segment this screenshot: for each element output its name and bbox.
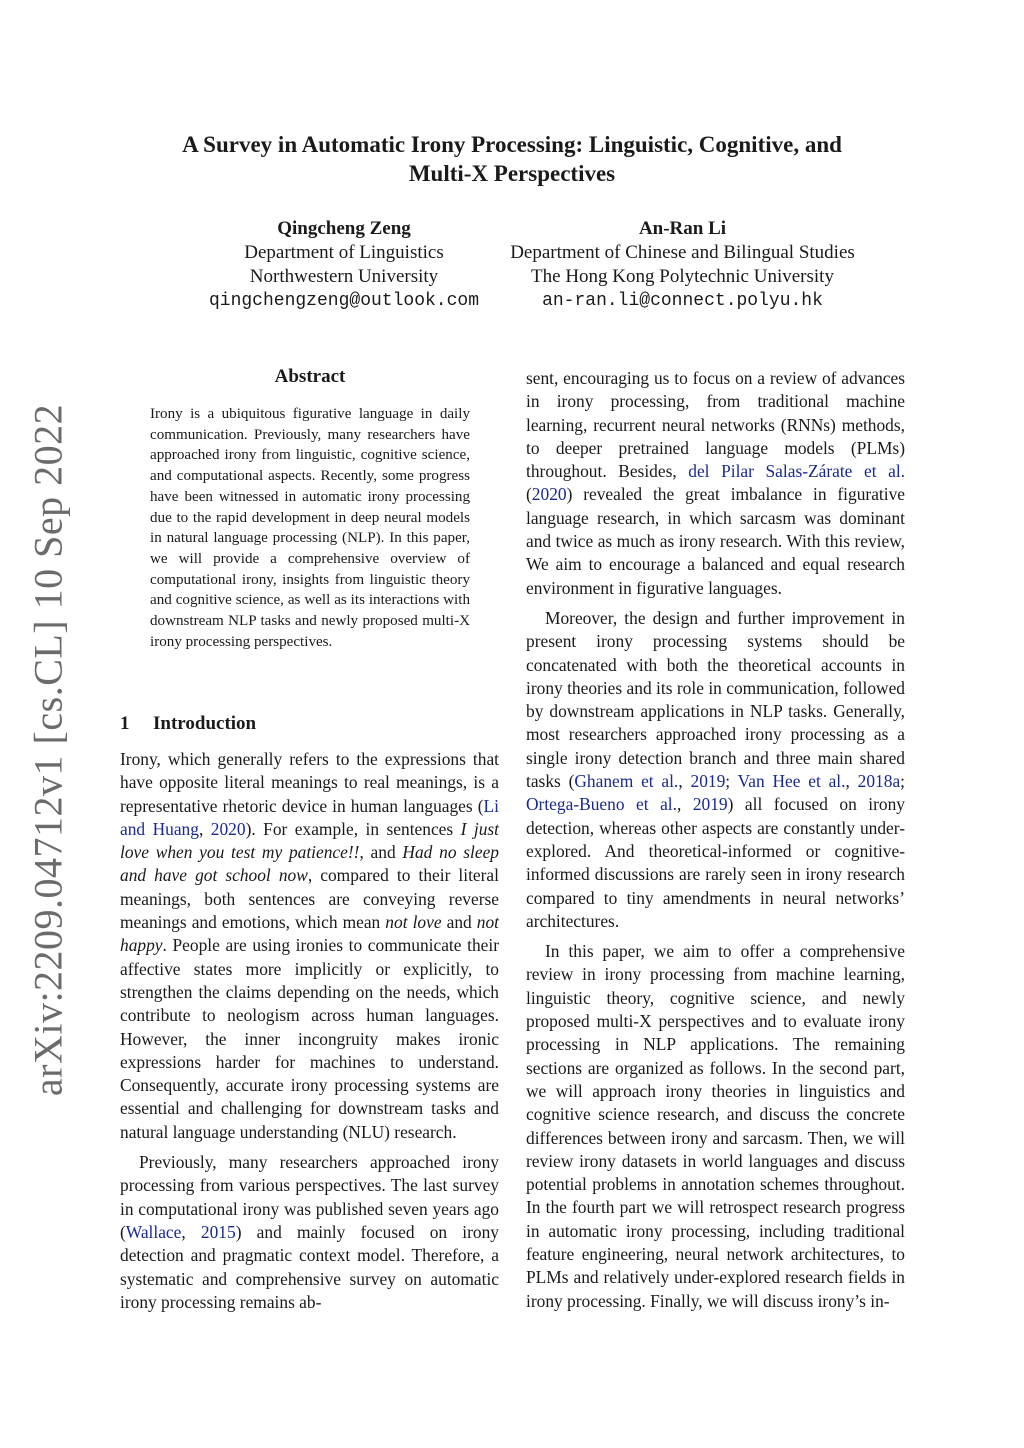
citation-link[interactable]: 2020 xyxy=(210,818,246,839)
citation-link[interactable]: Van Hee et al. xyxy=(737,771,846,792)
author-department: Department of Linguistics xyxy=(244,242,444,263)
author-block-2 xyxy=(490,217,875,313)
section-title: Introduction xyxy=(153,713,257,734)
emphasis-text: not love xyxy=(385,912,442,933)
intro-paragraph-1: Irony, which generally refers to the expressions that have opposite literal meanings to real meanings, is a representative rhetoric device in human languages (Li and Huang, 2020). For example, in sentences I just love when you test my patience!!, and Had no sleep and have got school now, compared to their literal meanings, both sentences are conveying reverse meanings and emotions, which mean not love and not happy. People are using ironies to communicate their affective states more implicitly or explicitly, to strengthen the claims depending on the needs, which contribute to neologism across human languages. However, the inner incongruity makes ironic expressions harder for machines to understand. Consequently, accurate irony processing systems are essential and challenging for downstream tasks and natural language understanding (NLU) research. xyxy=(120,749,500,1142)
citation-link[interactable]: del Pilar Salas-Zárate et al. xyxy=(688,461,905,482)
citation-link[interactable]: 2019 xyxy=(690,771,726,792)
citation-link[interactable]: 2020 xyxy=(531,484,567,505)
right-column xyxy=(526,367,905,1313)
citation-link[interactable]: 2019 xyxy=(692,794,728,815)
example-sentence: Had no sleep and have got school now xyxy=(120,842,499,886)
author-block-1 xyxy=(185,217,503,313)
intro-paragraph-3: Moreover, the design and further improvement in present irony processing systems should be concatenated with both the theoretical accounts in irony theories and its role in communication, followed by downstream applications in NLP tasks. Generally, most researchers approached irony processing as a single irony detection branch and three main shared tasks (Ghanem et al., 2019; Van Hee et al., 2018a; Ortega-Bueno et al., 2019) all focused on irony detection, whereas other aspects are constantly under-explored. And theoretical-informed or cognitive-informed discussions are rarely seen in irony research compared to tiny amendments in neural networks’ architectures. xyxy=(526,607,906,931)
section-number: 1 xyxy=(120,713,130,734)
arxiv-stamp: arXiv:2209.04712v1 [cs.CL] 10 Sep 2022 xyxy=(25,403,71,1097)
author-department: Department of Chinese and Bilingual Studies xyxy=(510,242,855,263)
author-email[interactable]: qingchengzeng@outlook.com xyxy=(208,291,480,311)
citation-link[interactable]: Li and Huang xyxy=(120,795,499,839)
emphasis-text: not happy xyxy=(120,912,499,956)
author-name: Qingcheng Zeng xyxy=(277,218,411,239)
citation-link[interactable]: Ghanem et al. xyxy=(574,771,679,792)
author-institution: Northwestern University xyxy=(249,266,439,287)
citation-link[interactable]: 2015 xyxy=(200,1221,236,1242)
citation-link[interactable]: 2018a xyxy=(857,771,901,792)
author-name: An-Ran Li xyxy=(638,218,727,239)
left-column xyxy=(120,748,499,1314)
section-heading-introduction xyxy=(120,713,256,735)
title-line-2: Multi-X Perspectives xyxy=(408,161,616,186)
example-sentence: I just love when you test my patience!! xyxy=(120,818,500,863)
intro-paragraph-2: Previously, many researchers approached irony processing from various perspectives. The last survey in computational irony was published seven years ago (Wallace, 2015) and mainly focused on irony detection and pragmatic context model. Therefore, a systematic and comprehensive survey on automatic irony processing remains ab- xyxy=(120,1152,500,1312)
title-line-1: A Survey in Automatic Irony Processing: Linguistic, Cognitive, and xyxy=(182,132,842,157)
abstract-text: Irony is a ubiquitous figurative language in daily communication. Previously, many researchers have approached irony from linguistic, cognitive science, and computational aspects. Recently, some progress have been witnessed in automatic irony processing due to the rapid development in deep neural models in natural language processing (NLP). In this paper, we will provide a comprehensive overview of computational irony, insights from linguistic theory and cognitive science, as well as its interactions with downstream NLP tasks and newly proposed multi-X irony processing perspectives. xyxy=(150,406,470,650)
citation-link[interactable]: Ortega-Bueno et al. xyxy=(526,794,677,815)
intro-paragraph-4: In this paper, we aim to offer a comprehensive review in irony processing from machine learning, linguistic theory, cognitive science, and newly proposed multi-X perspectives and to evaluate irony processing in NLP applications. The remaining sections are organized as follows. In the second part, we will approach irony theories in linguistics and cognitive science research, and discuss the concrete differences between irony and sarcasm. Then, we will review irony datasets in world languages and discuss potential problems in annotation schemes throughout. In the fourth part we will retrospect research progress in automatic irony processing, including traditional feature engineering, neural network architectures, to PLMs and relatively under-explored research fields in irony processing. Finally, we will discuss irony’s in- xyxy=(526,941,905,1311)
citation-link[interactable]: Wallace xyxy=(125,1221,182,1242)
paper-title xyxy=(120,130,904,188)
intro-paragraph-2-continued: sent, encouraging us to focus on a review of advances in irony processing, from traditional machine learning, recurrent neural networks (RNNs) methods, to deeper pretrained language models (PLMs) throughout. Besides, del Pilar Salas-Zárate et al. (2020) revealed the great imbalance in figurative language research, in which sarcasm was dominant and twice as much as irony research. With this review, We aim to encourage a balanced and equal research environment in figurative languages. xyxy=(526,368,905,598)
author-institution: The Hong Kong Polytechnic University xyxy=(531,266,834,287)
author-email[interactable]: an-ran.li@connect.polyu.hk xyxy=(542,291,823,311)
abstract-heading: Abstract xyxy=(274,366,346,387)
